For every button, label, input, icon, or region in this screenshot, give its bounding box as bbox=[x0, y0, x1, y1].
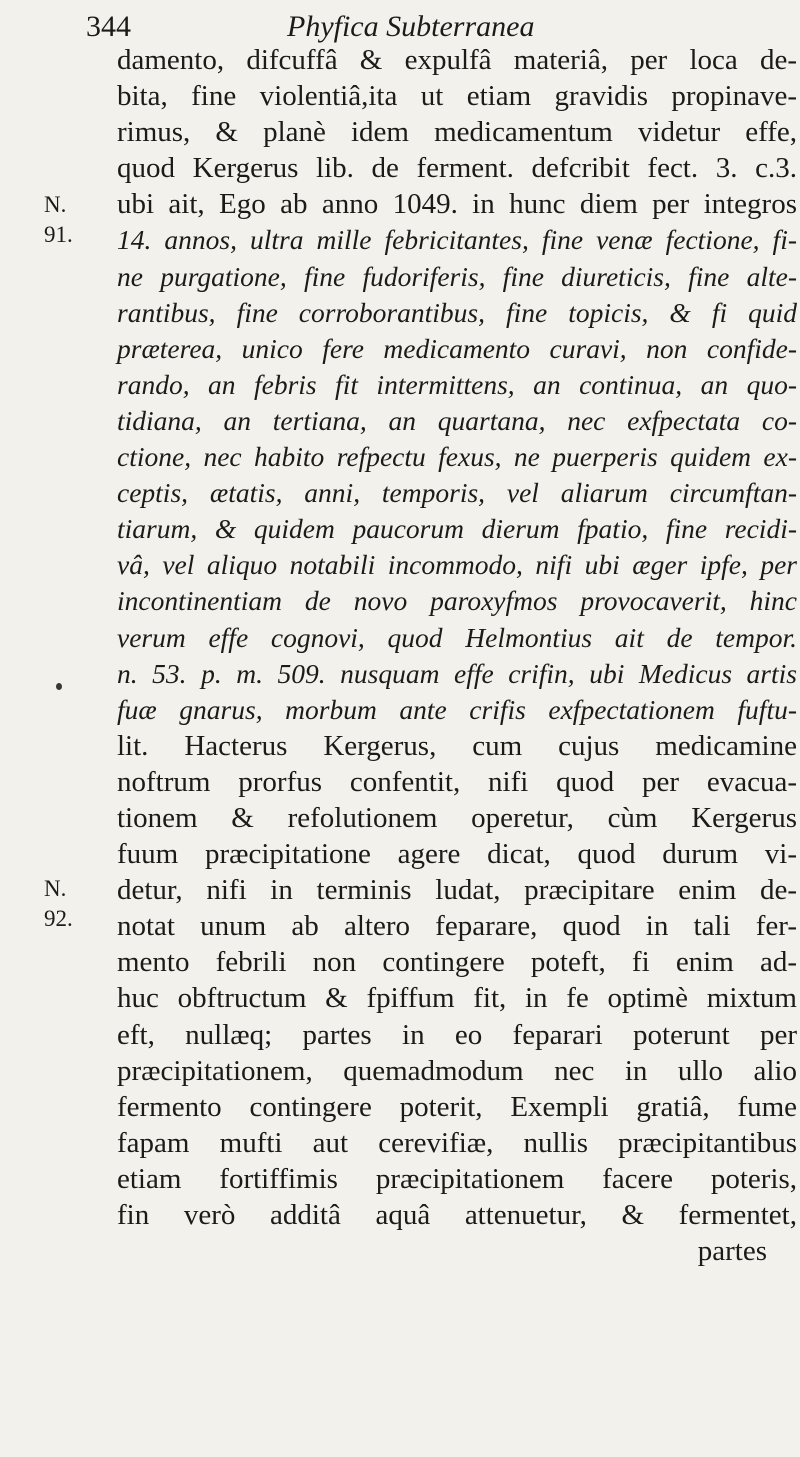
text-line: quod Kergerus lib. de ferment. defcribit fect. 3. c.3. bbox=[117, 152, 797, 185]
text-line: huc obftructum & fpiffum fit, in fe optimè mixtum bbox=[117, 982, 797, 1015]
text-line: detur, nifi in terminis ludat, præcipitare enim de- bbox=[117, 874, 797, 907]
page-header bbox=[86, 4, 786, 46]
margin-note-92 bbox=[44, 874, 73, 934]
text-line: ubi ait, Ego ab anno 1049. in hunc diem per integros bbox=[117, 188, 797, 221]
catchword: partes bbox=[697, 1235, 767, 1268]
text-line: fuæ gnarus, morbum ante crifis exfpectationem fuftu- bbox=[117, 693, 797, 725]
text-line: 14. annos, ultra mille febricitantes, fine venæ fectione, fi- bbox=[117, 224, 797, 256]
margin-note-label: N. bbox=[44, 876, 67, 901]
text-line: tionem & refolutionem operetur, cùm Kergerus bbox=[117, 801, 797, 834]
margin-bullet-mark bbox=[56, 683, 62, 690]
text-line: vâ, vel aliquo notabili incommodo, nifi ubi æger ipfe, per bbox=[117, 549, 797, 581]
text-line: damento, difcuffâ & expulfâ materiâ, per loca de- bbox=[117, 44, 797, 76]
text-line: rando, an febris fit intermittens, an continua, an quo- bbox=[117, 368, 797, 400]
text-line: tiarum, & quidem paucorum dierum fpatio, fine recidi- bbox=[117, 513, 797, 545]
margin-note-number: 92. bbox=[44, 906, 73, 931]
body-text bbox=[117, 42, 797, 1269]
margin-note-label: N. bbox=[44, 192, 67, 217]
text-line: fin verò additâ aquâ attenuetur, & fermentet, bbox=[117, 1199, 797, 1231]
text-line: n. 53. p. m. 509. nusquam effe crifin, ubi Medicus artis bbox=[117, 657, 797, 689]
text-line: rantibus, fine corroborantibus, fine topicis, & fi quid bbox=[117, 296, 797, 328]
text-line: eft, nullæq; partes in eo feparari poterunt per bbox=[117, 1018, 797, 1051]
text-line: præcipitationem, quemadmodum nec in ullo alio bbox=[117, 1054, 797, 1087]
text-line: noftrum prorfus confentit, nifi quod per evacua- bbox=[117, 765, 797, 798]
text-line: verum effe cognovi, quod Helmontius ait de tempor. bbox=[117, 621, 797, 653]
text-line: fuum præcipitatione agere dicat, quod durum vi- bbox=[117, 838, 797, 871]
text-line: mento febrili non contingere poteft, fi enim ad- bbox=[117, 946, 797, 979]
margin-note-91 bbox=[44, 190, 73, 250]
text-line: ne purgatione, fine fudoriferis, fine diureticis, fine alte- bbox=[117, 260, 797, 292]
text-line: bita, fine violentiâ,ita ut etiam gravidis propinave- bbox=[117, 80, 797, 113]
running-head: Phyfica Subterranea bbox=[287, 10, 535, 43]
text-line: ceptis, ætatis, anni, temporis, vel aliarum circumftan- bbox=[117, 477, 797, 509]
text-line: notat unum ab altero feparare, quod in tali fer- bbox=[117, 910, 797, 943]
text-line: tidiana, an tertiana, an quartana, nec exfpectata co- bbox=[117, 404, 797, 436]
text-line: præterea, unico fere medicamento curavi, non confide- bbox=[117, 332, 797, 364]
text-line: rimus, & planè idem medicamentum videtur effe, bbox=[117, 116, 797, 149]
text-line: ctione, nec habito refpectu fexus, ne puerperis quidem ex- bbox=[117, 441, 797, 473]
page-number: 344 bbox=[86, 10, 131, 43]
text-line: lit. Hacterus Kergerus, cum cujus medicamine bbox=[117, 729, 797, 762]
text-line: incontinentiam de novo paroxyfmos provocaverit, hinc bbox=[117, 585, 797, 617]
margin-note-number: 91. bbox=[44, 222, 73, 247]
text-line: fermento contingere poterit, Exempli gratiâ, fume bbox=[117, 1090, 797, 1123]
text-line: fapam mufti aut cerevifiæ, nullis præcipitantibus bbox=[117, 1126, 797, 1159]
text-line: etiam fortiffimis præcipitationem facere poteris, bbox=[117, 1162, 797, 1195]
